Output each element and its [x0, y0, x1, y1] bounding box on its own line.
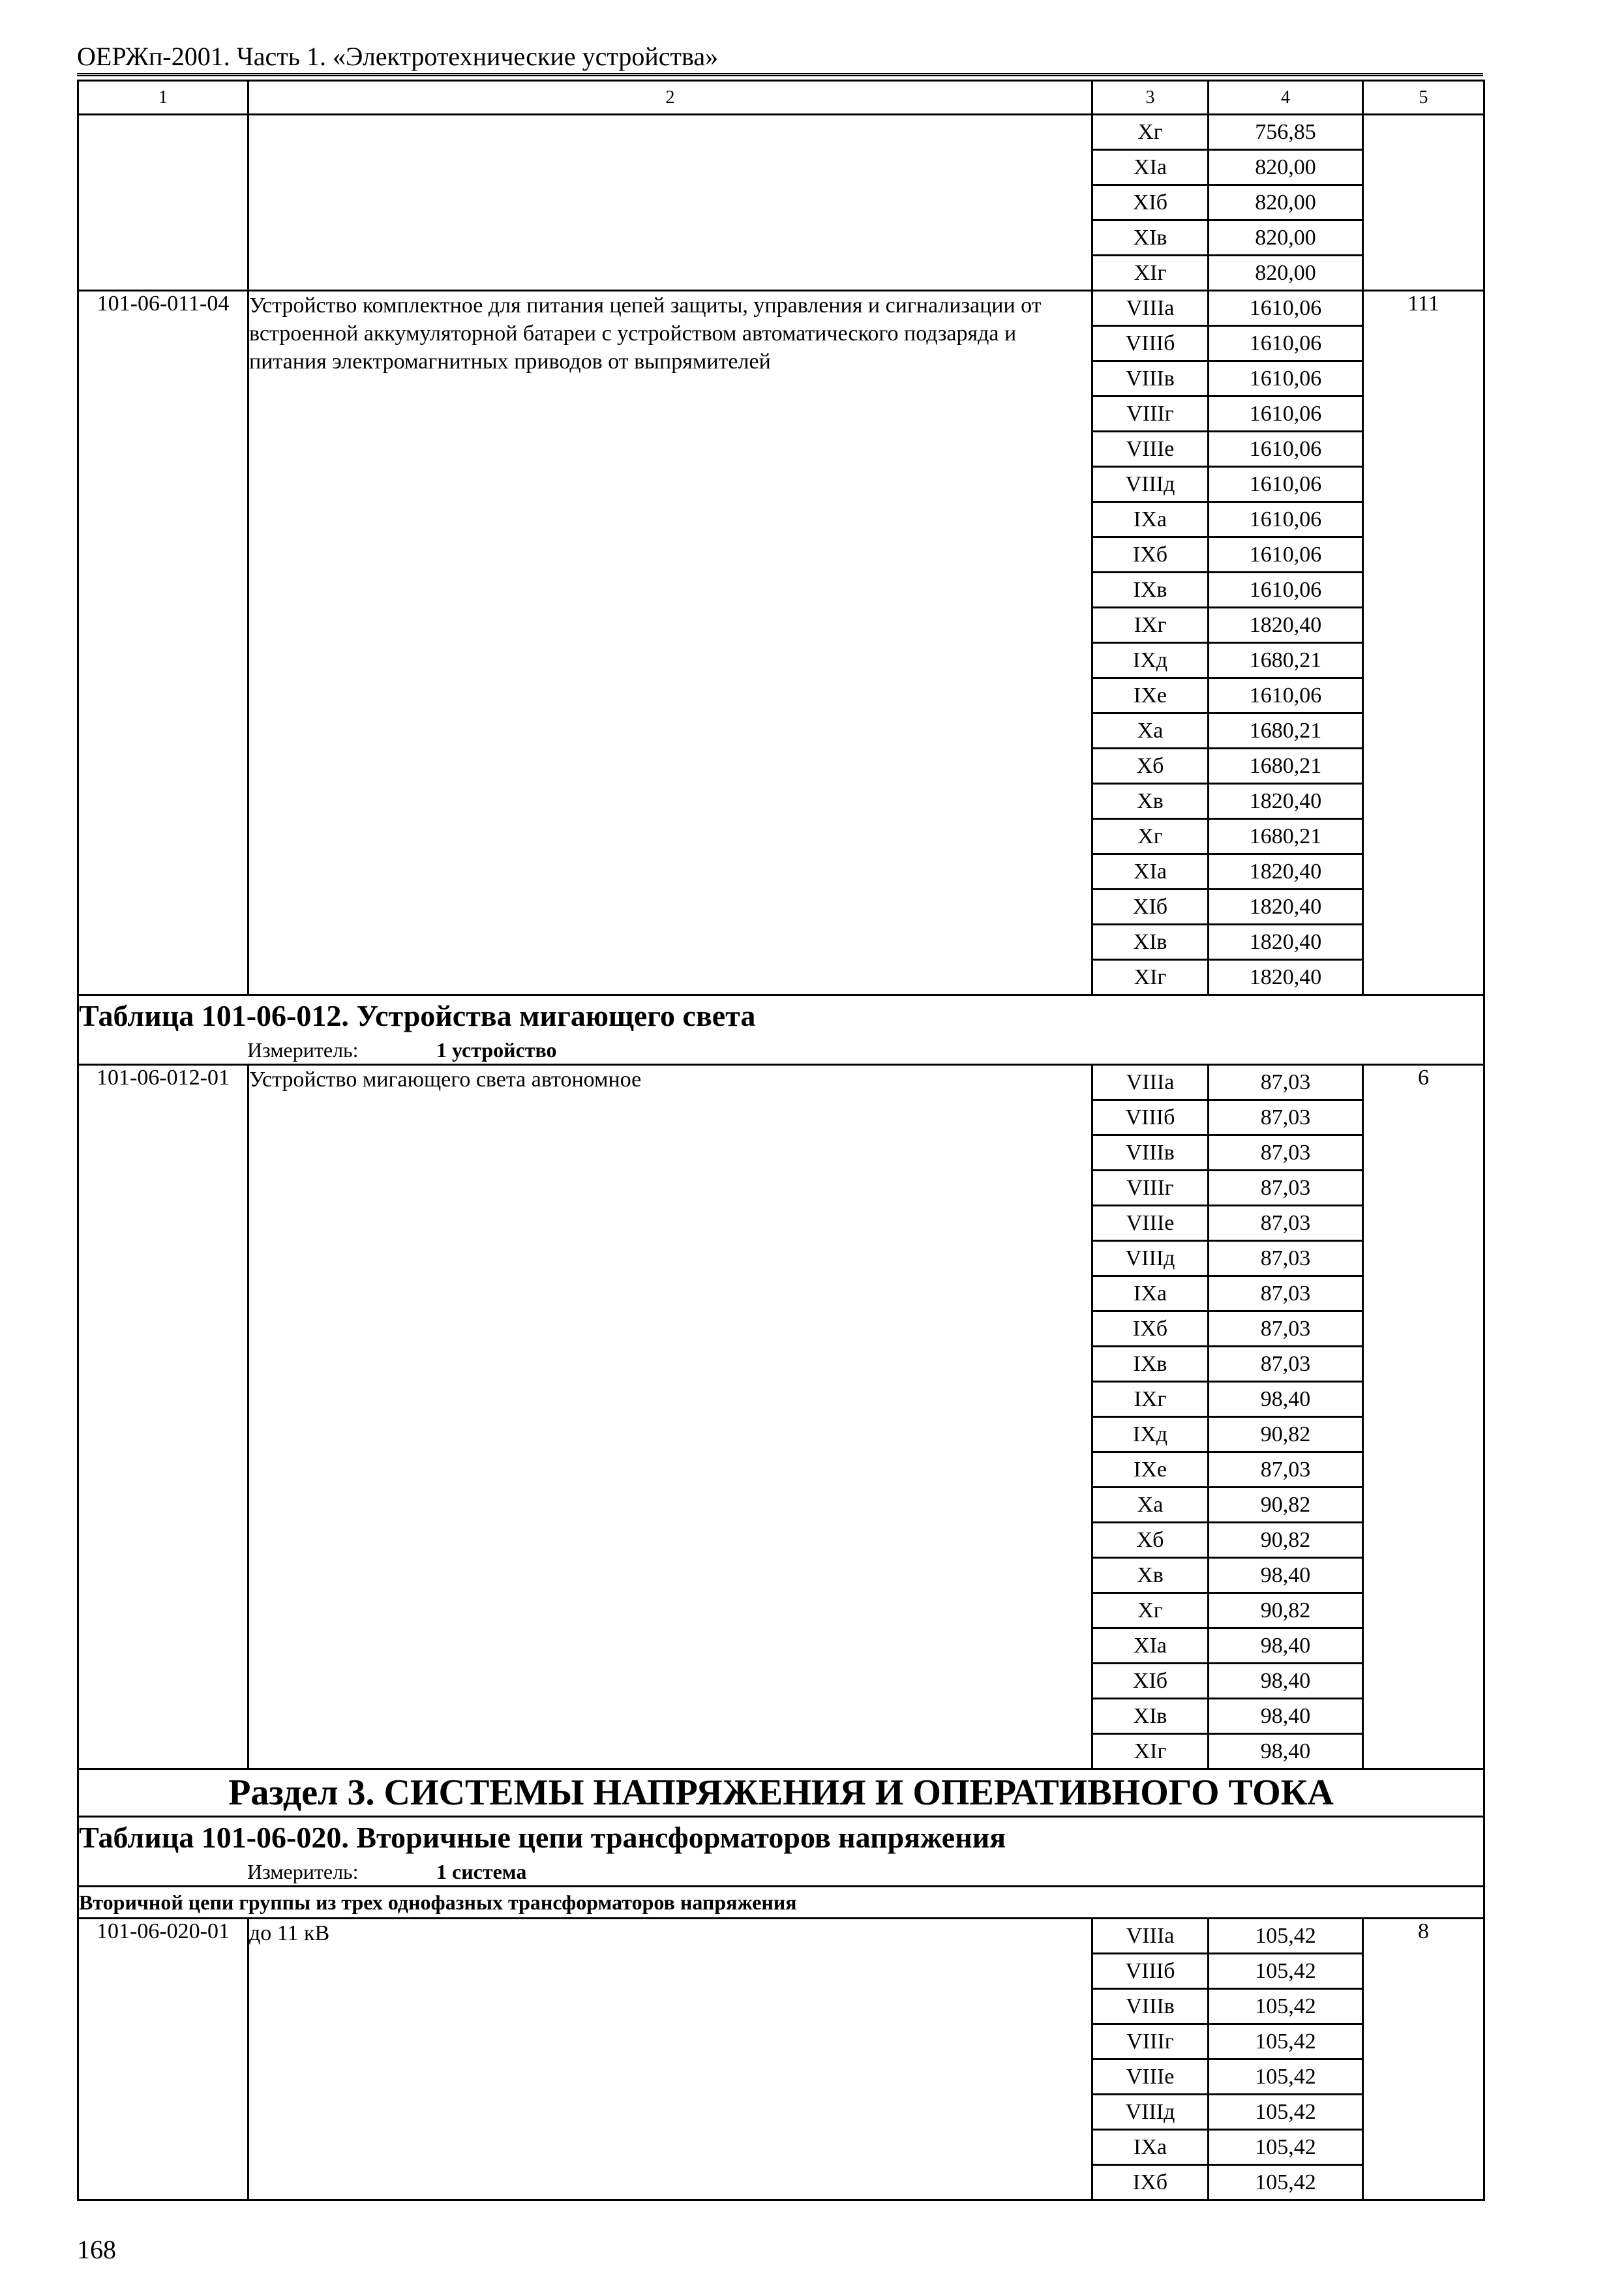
price-value: 1610,06	[1209, 467, 1363, 502]
item-code-empty	[78, 115, 248, 291]
zone-code: VIIIд	[1092, 2095, 1209, 2130]
zone-code: ХIа	[1092, 1628, 1209, 1664]
item-description: Устройство комплектное для питания цепей защиты, управления и сигнализации от встроенной аккумуляторной батареи с устройством автоматического подзаряда и питания электромагнитных приводов от выпрямителей	[248, 291, 1092, 995]
item-reference: 8	[1363, 1919, 1484, 2200]
zone-code: Хг	[1092, 115, 1209, 150]
zone-code: ХIв	[1092, 925, 1209, 960]
zone-code: IХв	[1092, 573, 1209, 608]
price-value: 105,42	[1209, 2095, 1363, 2130]
price-value: 1610,06	[1209, 502, 1363, 537]
price-value: 820,00	[1209, 150, 1363, 185]
price-value: 756,85	[1209, 115, 1363, 150]
item-description-empty	[248, 115, 1092, 291]
item-code: 101-06-012-01	[78, 1065, 248, 1769]
column-number: 1	[78, 81, 248, 115]
price-value: 98,40	[1209, 1628, 1363, 1664]
price-value: 1820,40	[1209, 854, 1363, 890]
page-header-title: ОЕРЖп-2001. Часть 1. «Электротехнические устройства»	[77, 42, 719, 71]
price-value: 1610,06	[1209, 361, 1363, 396]
price-value: 87,03	[1209, 1311, 1363, 1347]
price-value: 90,82	[1209, 1523, 1363, 1558]
zone-code: IХд	[1092, 643, 1209, 678]
item-reference: 6	[1363, 1065, 1484, 1769]
price-value: 105,42	[1209, 1954, 1363, 1989]
item-reference-empty	[1363, 115, 1484, 291]
zone-code: VIIIб	[1092, 326, 1209, 361]
column-number: 5	[1363, 81, 1484, 115]
price-value: 98,40	[1209, 1382, 1363, 1417]
item-code: 101-06-011-04	[78, 291, 248, 995]
zone-code: VIIIе	[1092, 432, 1209, 467]
price-value: 1820,40	[1209, 960, 1363, 995]
price-value: 87,03	[1209, 1276, 1363, 1311]
zone-code: IХе	[1092, 678, 1209, 713]
zone-code: VIIIг	[1092, 1171, 1209, 1206]
header-divider	[77, 73, 1483, 76]
price-value: 98,40	[1209, 1558, 1363, 1593]
zone-code: VIIIв	[1092, 1135, 1209, 1171]
price-value: 105,42	[1209, 1919, 1363, 1954]
price-value: 90,82	[1209, 1417, 1363, 1452]
meter-unit: 1 система	[436, 1860, 527, 1883]
price-value: 820,00	[1209, 185, 1363, 220]
table-title-cell	[78, 995, 1484, 1065]
price-value: 98,40	[1209, 1664, 1363, 1699]
table-title-cell	[78, 1817, 1484, 1887]
zone-code: Ха	[1092, 1488, 1209, 1523]
price-value: 90,82	[1209, 1488, 1363, 1523]
zone-code: VIIIб	[1092, 1100, 1209, 1135]
group-row	[78, 1887, 1484, 1919]
price-value: 1820,40	[1209, 608, 1363, 643]
zone-code: ХIг	[1092, 1734, 1209, 1769]
price-value: 1820,40	[1209, 784, 1363, 819]
price-value: 1820,40	[1209, 890, 1363, 925]
meter-label: Измеритель:	[247, 1038, 359, 1062]
zone-code: IХб	[1092, 1311, 1209, 1347]
zone-code: ХIв	[1092, 1699, 1209, 1734]
table-title-row	[78, 1817, 1484, 1887]
zone-code: VIIIа	[1092, 291, 1209, 326]
zone-code: VIIIв	[1092, 361, 1209, 396]
price-value: 87,03	[1209, 1452, 1363, 1488]
zone-code: Хб	[1092, 749, 1209, 784]
zone-code: ХIг	[1092, 256, 1209, 291]
table-title: Таблица 101-06-012. Устройства мигающего света	[79, 999, 756, 1032]
zone-code: VIIIг	[1092, 2024, 1209, 2059]
zone-code: ХIв	[1092, 220, 1209, 256]
item-description: до 11 кВ	[248, 1919, 1092, 2200]
column-number: 2	[248, 81, 1092, 115]
zone-code: IХа	[1092, 1276, 1209, 1311]
zone-code: Ха	[1092, 713, 1209, 749]
section-title: Раздел 3. СИСТЕМЫ НАПРЯЖЕНИЯ И ОПЕРАТИВНОГО ТОКА	[78, 1769, 1484, 1817]
zone-code: ХIб	[1092, 890, 1209, 925]
price-value: 105,42	[1209, 2024, 1363, 2059]
zone-code: VIIIе	[1092, 1206, 1209, 1241]
price-value: 105,42	[1209, 1989, 1363, 2024]
price-value: 90,82	[1209, 1593, 1363, 1628]
zone-code: IХд	[1092, 1417, 1209, 1452]
zone-code: IХб	[1092, 537, 1209, 573]
item-description: Устройство мигающего света автономное	[248, 1065, 1092, 1769]
zone-code: IХа	[1092, 502, 1209, 537]
zone-code: IХв	[1092, 1347, 1209, 1382]
price-value: 1680,21	[1209, 643, 1363, 678]
section-row	[78, 1769, 1484, 1817]
price-value: 1610,06	[1209, 573, 1363, 608]
zone-code: VIIIв	[1092, 1989, 1209, 2024]
meter-unit: 1 устройство	[436, 1038, 557, 1062]
zone-code: VIIIд	[1092, 467, 1209, 502]
price-value: 87,03	[1209, 1100, 1363, 1135]
zone-code: Хв	[1092, 784, 1209, 819]
zone-code: Хг	[1092, 1593, 1209, 1628]
zone-code: Хг	[1092, 819, 1209, 854]
price-value: 1610,06	[1209, 432, 1363, 467]
price-value: 820,00	[1209, 256, 1363, 291]
column-number: 4	[1209, 81, 1363, 115]
zone-code: Хв	[1092, 1558, 1209, 1593]
price-value: 105,42	[1209, 2059, 1363, 2095]
price-value: 1610,06	[1209, 396, 1363, 432]
zone-code: ХIг	[1092, 960, 1209, 995]
meter-line	[79, 1858, 1483, 1885]
zone-code: VIIIг	[1092, 396, 1209, 432]
item-code: 101-06-020-01	[78, 1919, 248, 2200]
price-value: 1680,21	[1209, 713, 1363, 749]
price-value: 1610,06	[1209, 537, 1363, 573]
price-value: 87,03	[1209, 1347, 1363, 1382]
zone-code: VIIIа	[1092, 1065, 1209, 1100]
column-number: 3	[1092, 81, 1209, 115]
price-value: 87,03	[1209, 1065, 1363, 1100]
item-reference: 111	[1363, 291, 1484, 995]
zone-code: VIIIб	[1092, 1954, 1209, 1989]
zone-code: IХа	[1092, 2130, 1209, 2165]
zone-code: IХг	[1092, 1382, 1209, 1417]
zone-code: IХе	[1092, 1452, 1209, 1488]
price-value: 820,00	[1209, 220, 1363, 256]
table-row	[78, 1065, 1484, 1100]
zone-code: ХIб	[1092, 1664, 1209, 1699]
price-value: 1610,06	[1209, 291, 1363, 326]
price-value: 1680,21	[1209, 819, 1363, 854]
price-value: 1820,40	[1209, 925, 1363, 960]
zone-code: ХIб	[1092, 185, 1209, 220]
table-title: Таблица 101-06-020. Вторичные цепи трансформаторов напряжения	[79, 1821, 1006, 1854]
rates-table-body	[78, 81, 1484, 2200]
table-row	[78, 1919, 1484, 1954]
zone-code: VIIIа	[1092, 1919, 1209, 1954]
price-value: 1680,21	[1209, 749, 1363, 784]
meter-label: Измеритель:	[247, 1860, 359, 1883]
column-number-row	[78, 81, 1484, 115]
zone-code: IХб	[1092, 2165, 1209, 2200]
table-title-row	[78, 995, 1484, 1065]
page-number: 168	[77, 2235, 116, 2264]
price-value: 87,03	[1209, 1241, 1363, 1276]
zone-code: ХIа	[1092, 150, 1209, 185]
table-row	[78, 115, 1484, 150]
price-value: 98,40	[1209, 1734, 1363, 1769]
meter-line	[79, 1036, 1483, 1064]
rates-table	[77, 80, 1485, 2201]
zone-code: VIIIд	[1092, 1241, 1209, 1276]
price-value: 1610,06	[1209, 326, 1363, 361]
price-value: 105,42	[1209, 2130, 1363, 2165]
group-title: Вторичной цепи группы из трех однофазных трансформаторов напряжения	[78, 1887, 1484, 1919]
zone-code: Хб	[1092, 1523, 1209, 1558]
zone-code: ХIа	[1092, 854, 1209, 890]
price-value: 87,03	[1209, 1171, 1363, 1206]
zone-code: IХг	[1092, 608, 1209, 643]
price-value: 87,03	[1209, 1206, 1363, 1241]
price-value: 87,03	[1209, 1135, 1363, 1171]
zone-code: VIIIе	[1092, 2059, 1209, 2095]
table-row	[78, 291, 1484, 326]
price-value: 1610,06	[1209, 678, 1363, 713]
price-value: 105,42	[1209, 2165, 1363, 2200]
price-value: 98,40	[1209, 1699, 1363, 1734]
